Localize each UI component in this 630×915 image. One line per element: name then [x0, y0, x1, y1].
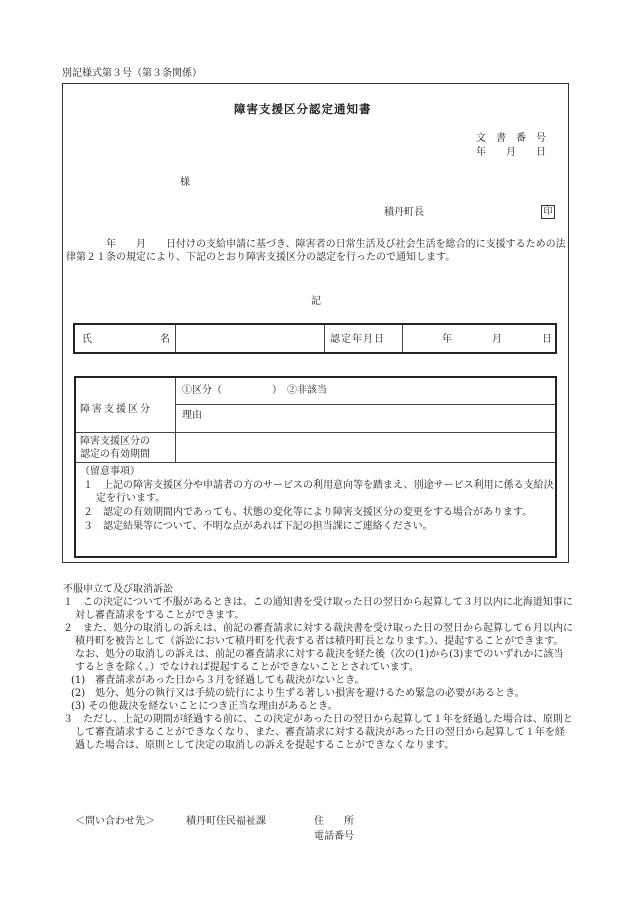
divider: [402, 325, 403, 352]
reason-label: 理由: [182, 410, 202, 421]
name-label-2: 名: [160, 334, 170, 345]
issuer-name: 積丹町長: [384, 207, 424, 218]
contact-label: ＜問い合わせ先＞: [75, 816, 155, 827]
doc-number-label: 文 書 番 号: [476, 133, 546, 144]
notes-heading: （留意事項）: [80, 466, 140, 477]
divider: [324, 325, 325, 352]
form-number: 別記様式第３号（第３条関係）: [62, 68, 202, 79]
divider: [175, 378, 176, 462]
document-title: 障害支援区分認定通知書: [234, 102, 372, 116]
appeal-item: ２ また、処分の取消しの訴えは、前記の審査請求に対する裁決書を受け取った日の翌日から起算して６月以内に積丹町を被告として（訴訟において積丹町を代表する者は積丹町長となります。）、提起することができます。なお、処分の取消しの訴えは、前記の審査請求に対する裁決を経た後（次の(1)から(3)までのいずれかに該当するときを除く。）でなければ提起することができないこととされています。: [63, 623, 573, 673]
appeal-heading: 不服申立て及び取消訴訟: [63, 584, 173, 595]
appeal-item: ３ ただし、上記の期間が経過する前に、この決定があった日の翌日から起算して１年を経過した場合は、原則として審査請求することができなくなり、また、審査請求に対する裁決があった日の翌日から起算して１年を経過した場合は、原則として決定の取消しの訴えを提起することができなくなります。: [63, 714, 573, 751]
validity-label-2: 認定の有効期間: [80, 449, 150, 460]
ki-label: 記: [311, 296, 321, 307]
seal-mark: 印: [541, 205, 555, 219]
appeal-section: [63, 583, 573, 752]
contact-dept: 積丹町住民福祉課: [186, 816, 266, 827]
appeal-subitem: (3) その他裁決を経ないことにつき正当な理由があるとき。: [71, 701, 338, 712]
note-item: ２ 認定の有効期間内であっても、状態の変化等により障害支援区分の変更をする場合があります。: [83, 507, 533, 518]
validity-label-1: 障害支援区分の: [80, 436, 150, 447]
name-label-1: 氏: [82, 334, 92, 345]
date-label: 年 月 日: [476, 147, 546, 158]
contact-phone-label: 電話番号: [314, 831, 354, 842]
appeal-subitem: (1) 審査請求があった日から３月を経過しても裁決がないとき。: [71, 675, 365, 686]
divider: [76, 462, 555, 463]
contact-address-label: 住 所: [314, 816, 354, 827]
divider: [175, 325, 176, 352]
cert-date-value: 年 月 日: [442, 334, 552, 345]
appeal-item: １ この決定について不服があるときは、この通知書を受け取った日の翌日から起算して３月以内に北海道知事に対し審査請求をすることができます。: [63, 597, 573, 621]
appeal-subitem: (2) 処分、処分の執行又は手続の続行により生ずる著しい損害を避けるため緊急の必要があるとき。: [71, 688, 525, 699]
note-item: ３ 認定結果等について、不明な点があれば下記の担当課にご連絡ください。: [83, 521, 433, 532]
notes-section: [80, 465, 560, 534]
divider: [175, 404, 555, 405]
category-label: 障害支援区分: [80, 404, 152, 415]
note-item: １ 上記の障害支援区分や申請者の方のサービスの利用意向等を踏まえ、別途サービス利用に係る支給決定を行います。: [83, 480, 554, 504]
divider: [76, 432, 555, 433]
cert-date-label: 認定年月日: [330, 334, 385, 345]
body-text: 年 月 日付けの支給申請に基づき、障害者の日常生活及び社会生活を総合的に支援するための法律第２１条の規定により、下記のとおり障害支援区分の認定を行ったので通知します。: [66, 239, 566, 263]
category-options: ①区分（ ） ②非該当: [182, 385, 327, 396]
addressee-suffix: 様: [180, 177, 190, 188]
